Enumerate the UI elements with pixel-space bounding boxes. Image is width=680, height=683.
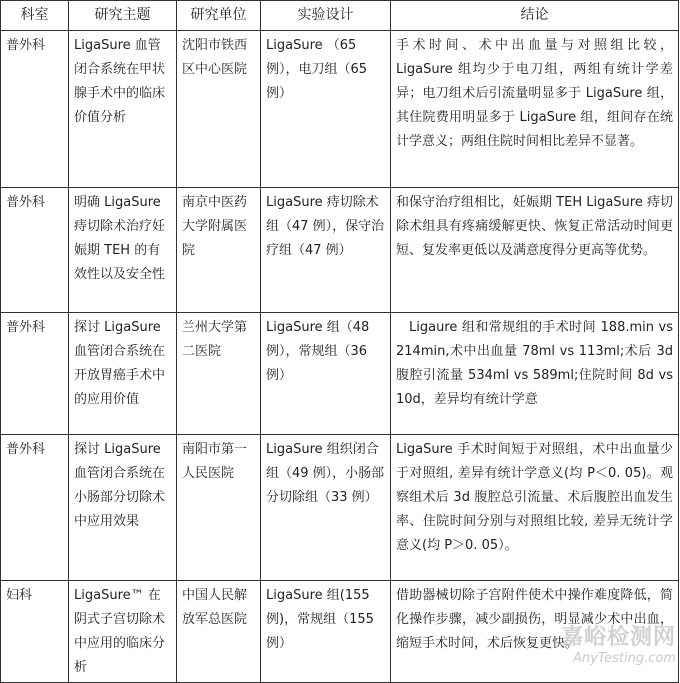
- table-row: [1, 435, 679, 581]
- header-conclusion: 结论: [391, 1, 679, 31]
- cell-conclusion: 手术时间、术中出血量与对照组比较，LigaSure 组均少于电刀组，两组有统计学差异；电刀组术后引流量明显多于 LigaSure 组，其住院费用明显多于 LigaSure 组，组间存在统计学意义；两组住院时间相比差异不显著。: [391, 31, 679, 188]
- header-unit: 研究单位: [177, 1, 261, 31]
- cell-dept: 普外科: [1, 435, 69, 581]
- cell-design: LigaSure 痔切除术组（47 例），保守治疗组（47 例）: [261, 188, 391, 313]
- cell-unit: 南京中医药大学附属医院: [177, 188, 261, 313]
- cell-design: LigaSure 组（48 例），常规组（36 例）: [261, 313, 391, 435]
- table-row: [1, 581, 679, 683]
- table-row: [1, 313, 679, 435]
- cell-dept: 普外科: [1, 31, 69, 188]
- cell-conclusion: LigaSure 手术时间短于对照组，术中出血量少于对照组, 差异有统计学意义(均 P＜0. 05)。观察组术后 3d 腹腔总引流量、术后腹腔出血发生率、住院时间分别与对照组比较, 差异无统计学意义(均 P＞0. 05）。: [391, 435, 679, 581]
- cell-dept: 普外科: [1, 188, 69, 313]
- cell-unit: 沈阳市铁西区中心医院: [177, 31, 261, 188]
- cell-topic: LigaSure™ 在阴式子宫切除术中应用的临床分析: [69, 581, 177, 683]
- cell-unit: 中国人民解放军总医院: [177, 581, 261, 683]
- cell-conclusion: 借助器械切除子宫附件使术中操作难度降低，简化操作步骤，减少副损伤，明显减少术中出血，缩短手术时间，术后恢复更快。: [391, 581, 679, 683]
- cell-design: LigaSure 组织闭合组（49 例），小肠部分切除组（33 例）: [261, 435, 391, 581]
- cell-dept: 普外科: [1, 313, 69, 435]
- cell-topic: 探讨 LigaSure 血管闭合系统在小肠部分切除术中应用效果: [69, 435, 177, 581]
- header-dept: 科室: [1, 1, 69, 31]
- table-row: [1, 188, 679, 313]
- cell-dept: 妇科: [1, 581, 69, 683]
- header-topic: 研究主题: [69, 1, 177, 31]
- watermark-cn: 嘉峪检测网: [560, 625, 676, 650]
- cell-unit: 兰州大学第二医院: [177, 313, 261, 435]
- cell-topic: 探讨 LigaSure 血管闭合系统在开放胃癌手术中的应用价值: [69, 313, 177, 435]
- watermark-en: AnyTesting.com: [572, 651, 676, 666]
- cell-conclusion: Ligaure 组和常规组的手术时间 188.min vs 214min,术中出血量 78ml vs 113ml;术后 3d 腹腔引流量 534ml vs 589ml;住院时间 8d vs 10d，差异均有统计学意: [391, 313, 679, 435]
- cell-topic: 明确 LigaSure 痔切除术治疗妊娠期 TEH 的有效性以及安全性: [69, 188, 177, 313]
- header-design: 实验设计: [261, 1, 391, 31]
- cell-unit: 南阳市第一人民医院: [177, 435, 261, 581]
- header-row: [1, 1, 679, 31]
- cell-design: LigaSure （65例），电刀组（65例）: [261, 31, 391, 188]
- cell-topic: LigaSure 血管闭合系统在甲状腺手术中的临床价值分析: [69, 31, 177, 188]
- table-row: [1, 31, 679, 188]
- cell-design: LigaSure 组(155例)，常规组（155例）: [261, 581, 391, 683]
- cell-conclusion: 和保守治疗组相比，妊娠期 TEH LigaSure 痔切除术组具有疼痛缓解更快、恢复正常活动时间更短、复发率更低以及满意度得分更高等优势。: [391, 188, 679, 313]
